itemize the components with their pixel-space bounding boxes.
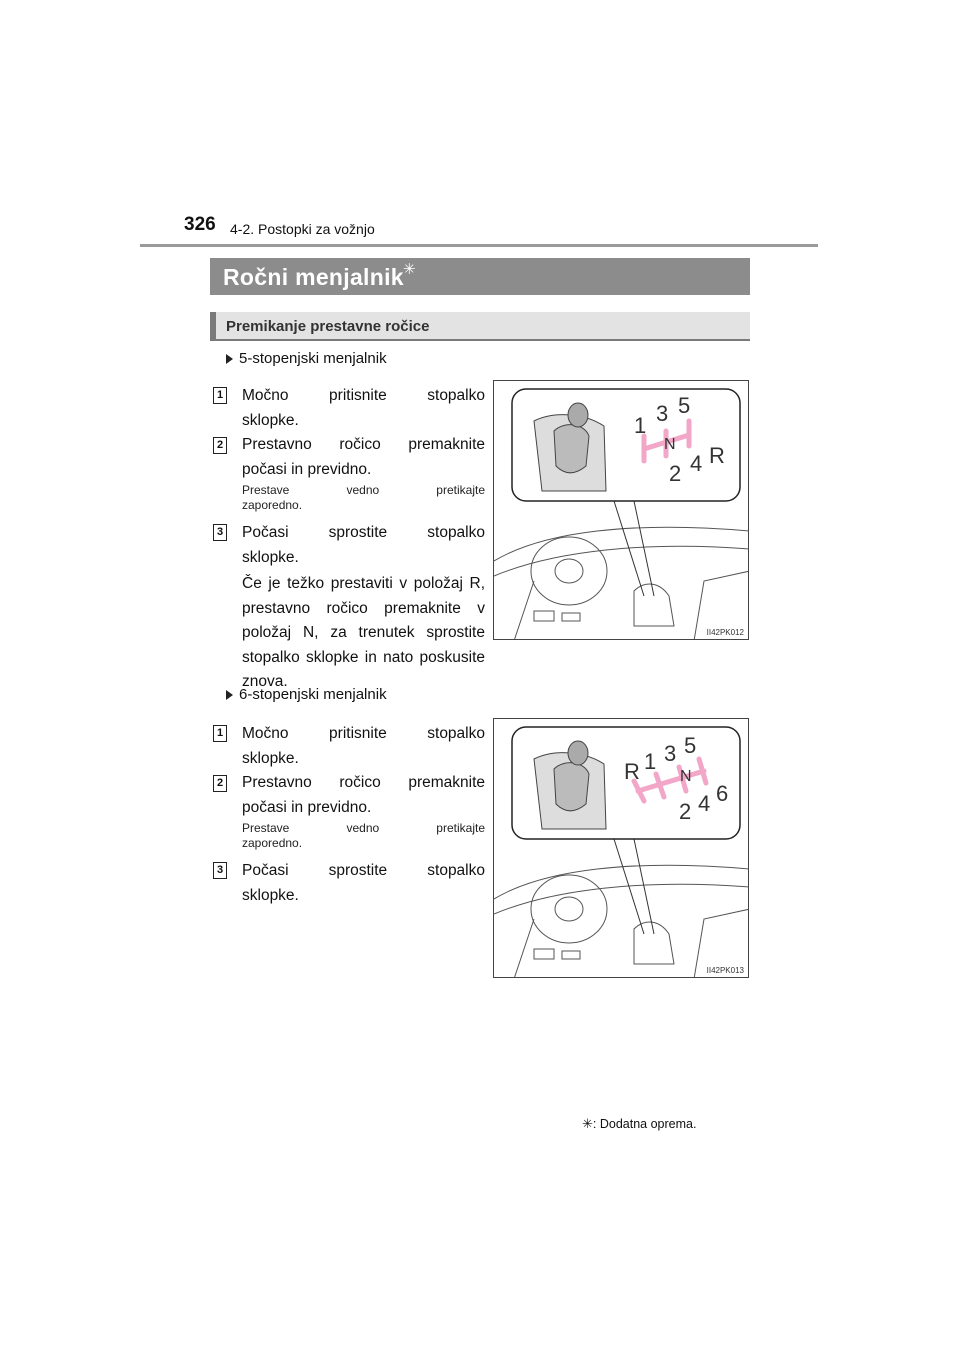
gear-label: 5 [678, 393, 691, 418]
figure-code: II42PK012 [706, 628, 744, 637]
step-number: 1 [213, 725, 227, 742]
gear-label: 4 [690, 451, 703, 476]
gear-label: N [680, 768, 692, 785]
page-number: 326 [184, 214, 216, 235]
step-text: Prestavno ročico premaknite počasi in previdno. [242, 774, 485, 816]
step-number: 3 [213, 862, 227, 879]
gear-label: 3 [664, 741, 677, 766]
running-head: 4-2. Postopki za vožnjo [230, 221, 375, 237]
section-heading-6-speed: 6-stopenjski menjalnik [226, 686, 387, 703]
gear-label: 6 [716, 781, 729, 806]
triangle-bullet-icon [226, 690, 233, 700]
step-text: Močno pritisnite stopalko sklopke. [242, 387, 485, 429]
step-number: 3 [213, 524, 227, 541]
figure-code: II42PK013 [706, 966, 744, 975]
optional-equipment-marker: ✳ [582, 1116, 593, 1131]
step-number: 2 [213, 775, 227, 792]
subheading-accent [210, 312, 216, 341]
gear-label: 4 [698, 791, 711, 816]
step-text: Močno pritisnite stopalko sklopke. [242, 725, 485, 767]
gear-label: 5 [684, 733, 697, 758]
step-number: 1 [213, 387, 227, 404]
page-title: Ročni menjalnik [223, 264, 404, 290]
gear-label: 1 [634, 413, 647, 438]
gear-label: 3 [656, 401, 669, 426]
header-rule [140, 244, 818, 247]
shift-illustration [494, 719, 749, 978]
gear-label: N [664, 436, 676, 453]
step-text: Počasi sprostite stopalko sklopke. [242, 862, 485, 904]
step-text: Počasi sprostite stopalko sklopke. [242, 524, 485, 566]
gear-label: R [709, 443, 725, 468]
gear-label: 2 [669, 461, 682, 486]
footnote: ✳: Dodatna oprema. [582, 1116, 697, 1131]
shift-pattern-figure-6-speed [493, 718, 749, 978]
step-note: Prestave vedno pretikajte zaporedno. [242, 483, 485, 512]
gear-label: 1 [644, 749, 657, 774]
shift-pattern-figure-5-speed [493, 380, 749, 640]
gear-label: R [624, 759, 640, 784]
reverse-gear-paragraph: Če je težko prestaviti v položaj R, prestavno ročico premaknite v položaj N, za trenutek sprostite stopalko sklopke in nato poskusite znova. [242, 575, 485, 690]
triangle-bullet-icon [226, 354, 233, 364]
gear-label: 2 [679, 799, 692, 824]
step-text: Prestavno ročico premaknite počasi in previdno. [242, 436, 485, 478]
shift-illustration [494, 381, 749, 640]
section-heading-5-speed: 5-stopenjski menjalnik [226, 350, 387, 367]
subheading: Premikanje prestavne ročice [226, 318, 430, 335]
step-number: 2 [213, 437, 227, 454]
step-note: Prestave vedno pretikajte zaporedno. [242, 821, 485, 850]
optional-equipment-marker: ✳ [403, 261, 416, 278]
